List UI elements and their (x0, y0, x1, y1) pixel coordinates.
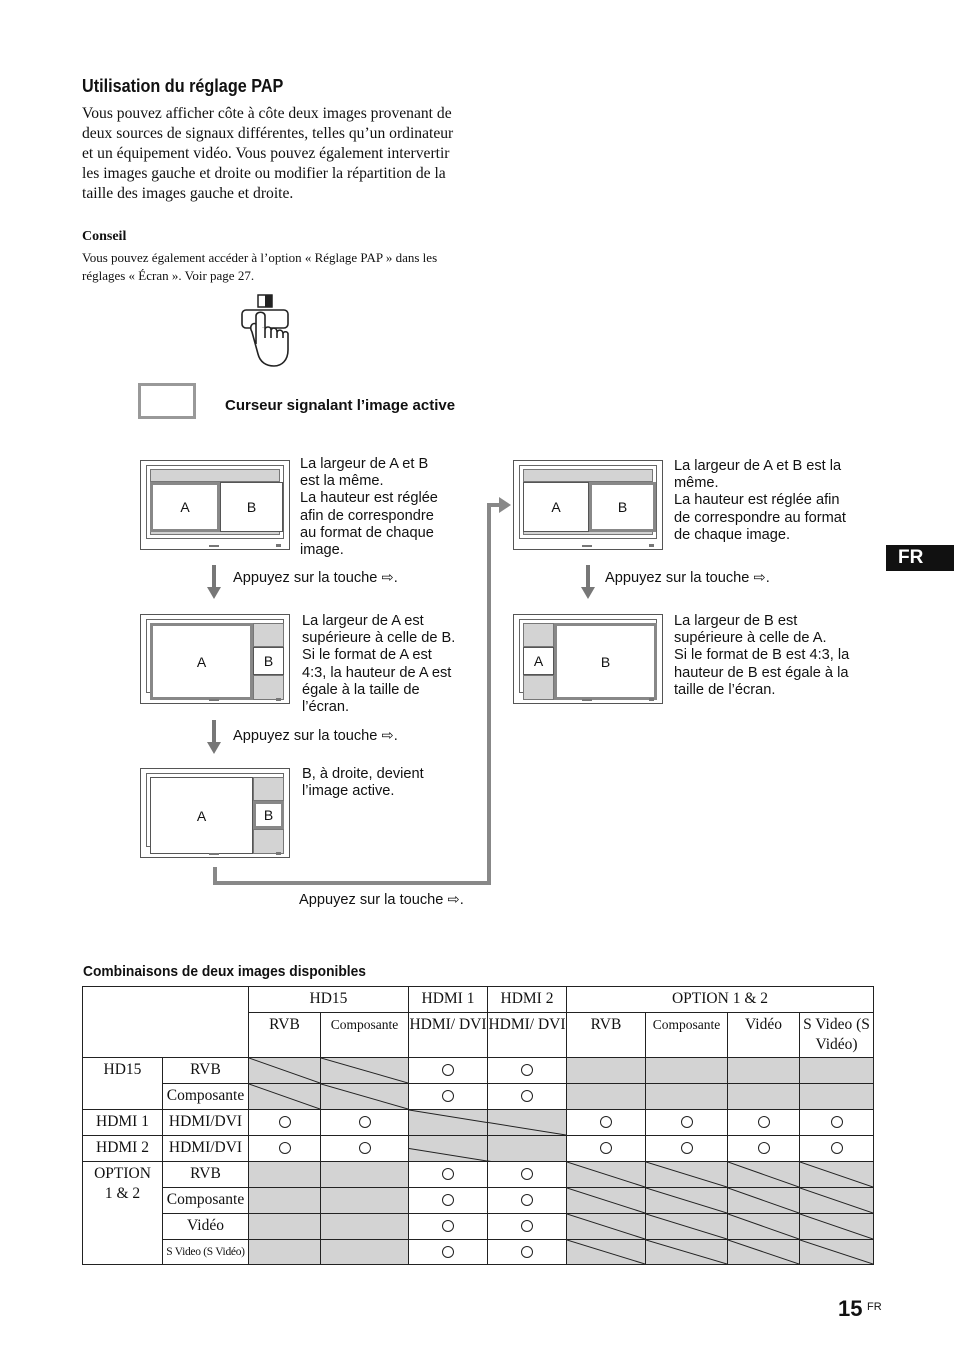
tv-brand-mark (582, 699, 592, 701)
unavailable-cell (728, 1058, 800, 1084)
section-title: Utilisation du réglage PAP (82, 76, 284, 96)
same-source-cell (321, 1058, 409, 1084)
group-header: HDMI 2 (488, 987, 567, 1013)
unavailable-cell (249, 1240, 321, 1265)
unavailable-cell (321, 1188, 409, 1214)
row-label: Composante (163, 1188, 249, 1214)
tv-brand-mark (582, 545, 592, 547)
same-source-cell (567, 1162, 646, 1188)
same-source-cell (800, 1240, 874, 1265)
row-group-label: HD15 (83, 1058, 163, 1110)
row-label: HDMI/DVI (163, 1136, 249, 1162)
connector-arrow-icon (205, 495, 515, 890)
diagonal-line-icon (409, 1110, 487, 1135)
page-number: 15 (838, 1296, 863, 1321)
circle-icon (758, 1116, 770, 1128)
pane-a-label: A (196, 653, 207, 670)
unavailable-cell (567, 1084, 646, 1110)
available-cell (488, 1162, 567, 1188)
sub-header: RVB (567, 1013, 646, 1058)
same-source-cell (488, 1136, 567, 1162)
pane-b-label: B (263, 807, 274, 823)
row-group-label: HDMI 1 (83, 1110, 163, 1136)
pane-b-label: B (246, 499, 257, 515)
unavailable-cell (567, 1058, 646, 1084)
diagonal-line-icon (409, 1136, 487, 1161)
table-row (83, 1110, 874, 1136)
available-cell (409, 1058, 488, 1084)
diagonal-line-icon (800, 1162, 873, 1187)
circle-icon (521, 1168, 533, 1180)
diagonal-line-icon (646, 1188, 727, 1213)
pane-a-label: A (196, 807, 207, 824)
same-source-cell (728, 1214, 800, 1240)
circle-icon (600, 1142, 612, 1154)
step-3-desc: B, à droite, devient l’image active. (302, 766, 424, 800)
diagonal-line-icon (646, 1162, 727, 1187)
diagonal-line-icon (321, 1058, 408, 1083)
sub-header: Composante (321, 1013, 409, 1058)
same-source-cell (321, 1084, 409, 1110)
available-cell (567, 1110, 646, 1136)
pane-b-label: B (617, 499, 628, 515)
pane-a-label: A (551, 499, 561, 515)
available-cell (249, 1136, 321, 1162)
tip-text: Vous pouvez également accéder à l’option « Réglage PAP » dans les réglages « Écran ». Voir page 27. (82, 250, 438, 283)
available-cell (409, 1214, 488, 1240)
diagonal-line-icon (488, 1110, 566, 1135)
available-cell (488, 1084, 567, 1110)
circle-icon (442, 1246, 454, 1258)
unavailable-cell (728, 1084, 800, 1110)
available-cell (488, 1214, 567, 1240)
circle-icon (442, 1064, 454, 1076)
circle-icon (681, 1116, 693, 1128)
same-source-cell (567, 1214, 646, 1240)
step-1-desc: La largeur de A et B est la même. La hauteur est réglée afin de correspondre au format de chaque image. (300, 456, 438, 559)
available-cell (409, 1240, 488, 1265)
diagonal-line-icon (728, 1162, 799, 1187)
diagonal-line-icon (249, 1084, 320, 1109)
letterbox-bar-top (523, 469, 653, 482)
sub-header: RVB (249, 1013, 321, 1058)
same-source-cell (646, 1162, 728, 1188)
table-row (83, 1162, 874, 1188)
circle-icon (521, 1064, 533, 1076)
pillar-bar-bottom (523, 675, 554, 700)
unavailable-cell (321, 1214, 409, 1240)
available-cell (409, 1162, 488, 1188)
unavailable-cell (249, 1214, 321, 1240)
step-4-desc: La largeur de A et B est la même. La hauteur est réglée afin de correspondre au format de chaque image. (674, 458, 846, 543)
available-cell (488, 1240, 567, 1265)
circle-icon (359, 1142, 371, 1154)
cursor-label: Curseur signalant l’image active (225, 397, 456, 414)
same-source-cell (567, 1188, 646, 1214)
unavailable-cell (646, 1058, 728, 1084)
diagonal-line-icon (321, 1084, 408, 1109)
unavailable-cell (800, 1058, 874, 1084)
diagonal-line-icon (567, 1188, 645, 1213)
letterbox-bar-top (150, 469, 280, 482)
circle-icon (600, 1116, 612, 1128)
unavailable-cell (646, 1084, 728, 1110)
intro-paragraph: Vous pouvez afficher côte à côte deux images provenant de deux sources de signaux différentes, telles qu’un ordinateur et un équipement vidéo. Vous pouvez également intervertir les images gauche et droite ou modifier la répartition de la taille des images gauche et droite. (82, 105, 454, 202)
tv-step-5 (513, 614, 663, 704)
circle-icon (758, 1142, 770, 1154)
same-source-cell (646, 1214, 728, 1240)
table-title: Combinaisons de deux images disponibles (83, 963, 366, 980)
same-source-cell (728, 1240, 800, 1265)
row-group-label: OPTION 1 & 2 (83, 1162, 163, 1265)
step-5-desc: La largeur de B est supérieure à celle de A. Si le format de B est 4:3, la hauteur de B est égale à la taille de l’écran. (674, 613, 850, 698)
group-header: HDMI 1 (409, 987, 488, 1013)
diagonal-line-icon (800, 1188, 873, 1213)
sub-header: HDMI/ DVI (488, 1013, 567, 1058)
pap-button-press-icon (236, 292, 296, 372)
unavailable-cell (321, 1162, 409, 1188)
row-group-label: HDMI 2 (83, 1136, 163, 1162)
circle-icon (521, 1194, 533, 1206)
available-cell (488, 1058, 567, 1084)
available-cell (800, 1110, 874, 1136)
circle-icon (442, 1194, 454, 1206)
circle-icon (442, 1168, 454, 1180)
table-row (83, 1136, 874, 1162)
diagonal-line-icon (728, 1240, 799, 1264)
available-cell (728, 1136, 800, 1162)
diagonal-line-icon (488, 1136, 566, 1161)
row-label: RVB (163, 1162, 249, 1188)
tip-title: Conseil (82, 229, 127, 244)
active-cursor-sample (138, 383, 196, 419)
unavailable-cell (800, 1084, 874, 1110)
circle-icon (681, 1142, 693, 1154)
circle-icon (521, 1220, 533, 1232)
pane-b-label: B (600, 653, 611, 670)
available-cell (409, 1084, 488, 1110)
unavailable-cell (321, 1240, 409, 1265)
available-cell (321, 1110, 409, 1136)
available-cell (800, 1136, 874, 1162)
press-label-1: Appuyez sur la touche ⇨. (233, 570, 398, 586)
sub-header: HDMI/ DVI (409, 1013, 488, 1058)
same-source-cell (800, 1214, 874, 1240)
tv-power-mark (649, 544, 654, 547)
table-row (83, 1188, 874, 1214)
same-source-cell (249, 1084, 321, 1110)
circle-icon (521, 1090, 533, 1102)
circle-icon (521, 1246, 533, 1258)
group-header: HD15 (249, 987, 409, 1013)
tv-step-4 (513, 460, 663, 550)
available-cell (567, 1136, 646, 1162)
row-label: Composante (163, 1084, 249, 1110)
language-tab: FR (886, 545, 954, 571)
diagonal-line-icon (728, 1188, 799, 1213)
diagonal-line-icon (567, 1162, 645, 1187)
diagonal-line-icon (646, 1240, 727, 1264)
same-source-cell (409, 1136, 488, 1162)
pane-b-label: B (263, 653, 274, 669)
diagonal-line-icon (800, 1240, 873, 1264)
circle-icon (279, 1116, 291, 1128)
available-cell (249, 1110, 321, 1136)
combination-table (82, 986, 874, 1265)
circle-icon (831, 1142, 843, 1154)
unavailable-cell (249, 1188, 321, 1214)
available-cell (321, 1136, 409, 1162)
diagonal-line-icon (646, 1214, 727, 1239)
down-arrow-icon (581, 565, 595, 601)
table-row (83, 1240, 874, 1265)
step-2-desc: La largeur de A est supérieure à celle de B. Si le format de A est 4:3, la hauteur de A est égale à la taille de l’écran. (302, 613, 456, 716)
same-source-cell (800, 1188, 874, 1214)
table-row (83, 1214, 874, 1240)
diagonal-line-icon (249, 1058, 320, 1083)
circle-icon (279, 1142, 291, 1154)
unavailable-cell (249, 1162, 321, 1188)
available-cell (728, 1110, 800, 1136)
circle-icon (831, 1116, 843, 1128)
pane-b (554, 623, 657, 700)
diagonal-line-icon (567, 1240, 645, 1264)
diagonal-line-icon (728, 1214, 799, 1239)
same-source-cell (728, 1188, 800, 1214)
pane-b (589, 482, 656, 532)
diagonal-line-icon (800, 1214, 873, 1239)
same-source-cell (646, 1240, 728, 1265)
pillar-bar-top (523, 623, 554, 647)
sub-header: S Video (S Vidéo) (800, 1013, 874, 1058)
circle-icon (442, 1220, 454, 1232)
row-label: Vidéo (163, 1214, 249, 1240)
tv-power-mark (649, 698, 654, 701)
table-row (83, 1058, 874, 1084)
row-label: S Video (S Vidéo) (163, 1240, 249, 1265)
pane-a (523, 482, 589, 532)
same-source-cell (646, 1188, 728, 1214)
press-label-2: Appuyez sur la touche ⇨. (233, 728, 398, 744)
pane-a-label: A (180, 499, 190, 515)
group-header: OPTION 1 & 2 (567, 987, 874, 1013)
available-cell (409, 1188, 488, 1214)
same-source-cell (409, 1110, 488, 1136)
sub-header: Vidéo (728, 1013, 800, 1058)
table-row (83, 1084, 874, 1110)
table-corner (83, 987, 249, 1058)
press-label-3: Appuyez sur la touche ⇨. (299, 892, 464, 908)
available-cell (646, 1110, 728, 1136)
diagonal-line-icon (567, 1214, 645, 1239)
circle-icon (442, 1090, 454, 1102)
available-cell (488, 1188, 567, 1214)
page-suffix: FR (867, 1301, 882, 1313)
available-cell (646, 1136, 728, 1162)
row-label: HDMI/DVI (163, 1110, 249, 1136)
same-source-cell (728, 1162, 800, 1188)
circle-icon (359, 1116, 371, 1128)
same-source-cell (567, 1240, 646, 1265)
same-source-cell (249, 1058, 321, 1084)
same-source-cell (488, 1110, 567, 1136)
pane-a-label: A (533, 653, 544, 669)
same-source-cell (800, 1162, 874, 1188)
press-label-4: Appuyez sur la touche ⇨. (605, 570, 770, 586)
pane-a (523, 647, 554, 675)
row-label: RVB (163, 1058, 249, 1084)
sub-header: Composante (646, 1013, 728, 1058)
